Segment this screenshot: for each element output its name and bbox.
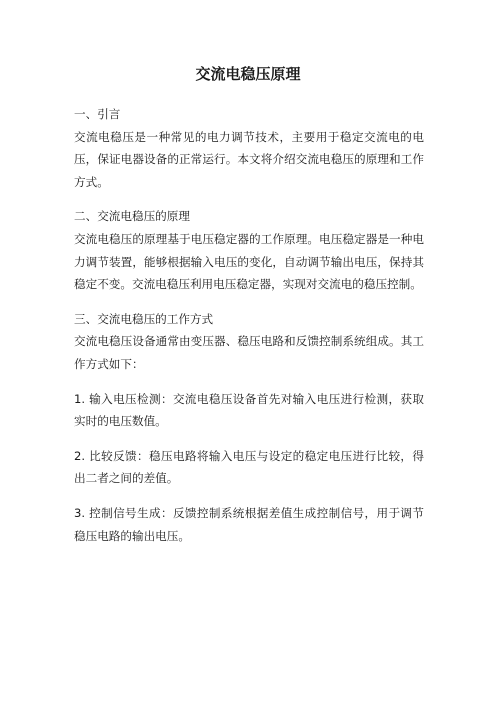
document-title: 交流电稳压原理 [195,65,301,83]
document-body [74,103,424,559]
section-paragraph-principle: 交流电稳压的原理基于电压稳定器的工作原理。电压稳定器是一种电力调节装置，能够根据输入电压的变化，自动调节输出电压，保持其稳定不变。交流电稳压利用电压稳定器，实现对交流电的稳压控制。 [74,231,424,292]
step-item-3: 3. 控制信号生成：反馈控制系统根据差值生成控制信号，用于调节稳压电路的输出电压。 [74,505,424,543]
section-heading-working-mode: 三、交流电稳压的工作方式 [74,311,214,326]
section-paragraph-intro: 交流电稳压是一种常见的电力调节技术，主要用于稳定交流电的电压，保证电器设备的正常运行。本文将介绍交流电稳压的原理和工作方式。 [74,129,424,189]
section-heading-intro: 一、引言 [74,107,121,121]
step-item-1: 1. 输入电压检测：交流电稳压设备首先对输入电压进行检测，获取实时的电压数值。 [74,391,424,429]
section-paragraph-working-mode: 交流电稳压设备通常由变压器、稳压电路和反馈控制系统组成。其工作方式如下： [74,334,424,371]
section-heading-principle: 二、交流电稳压的原理 [74,209,190,224]
step-item-2: 2. 比较反馈：稳压电路将输入电压与设定的稳定电压进行比较，得出二者之间的差值。 [74,448,424,486]
